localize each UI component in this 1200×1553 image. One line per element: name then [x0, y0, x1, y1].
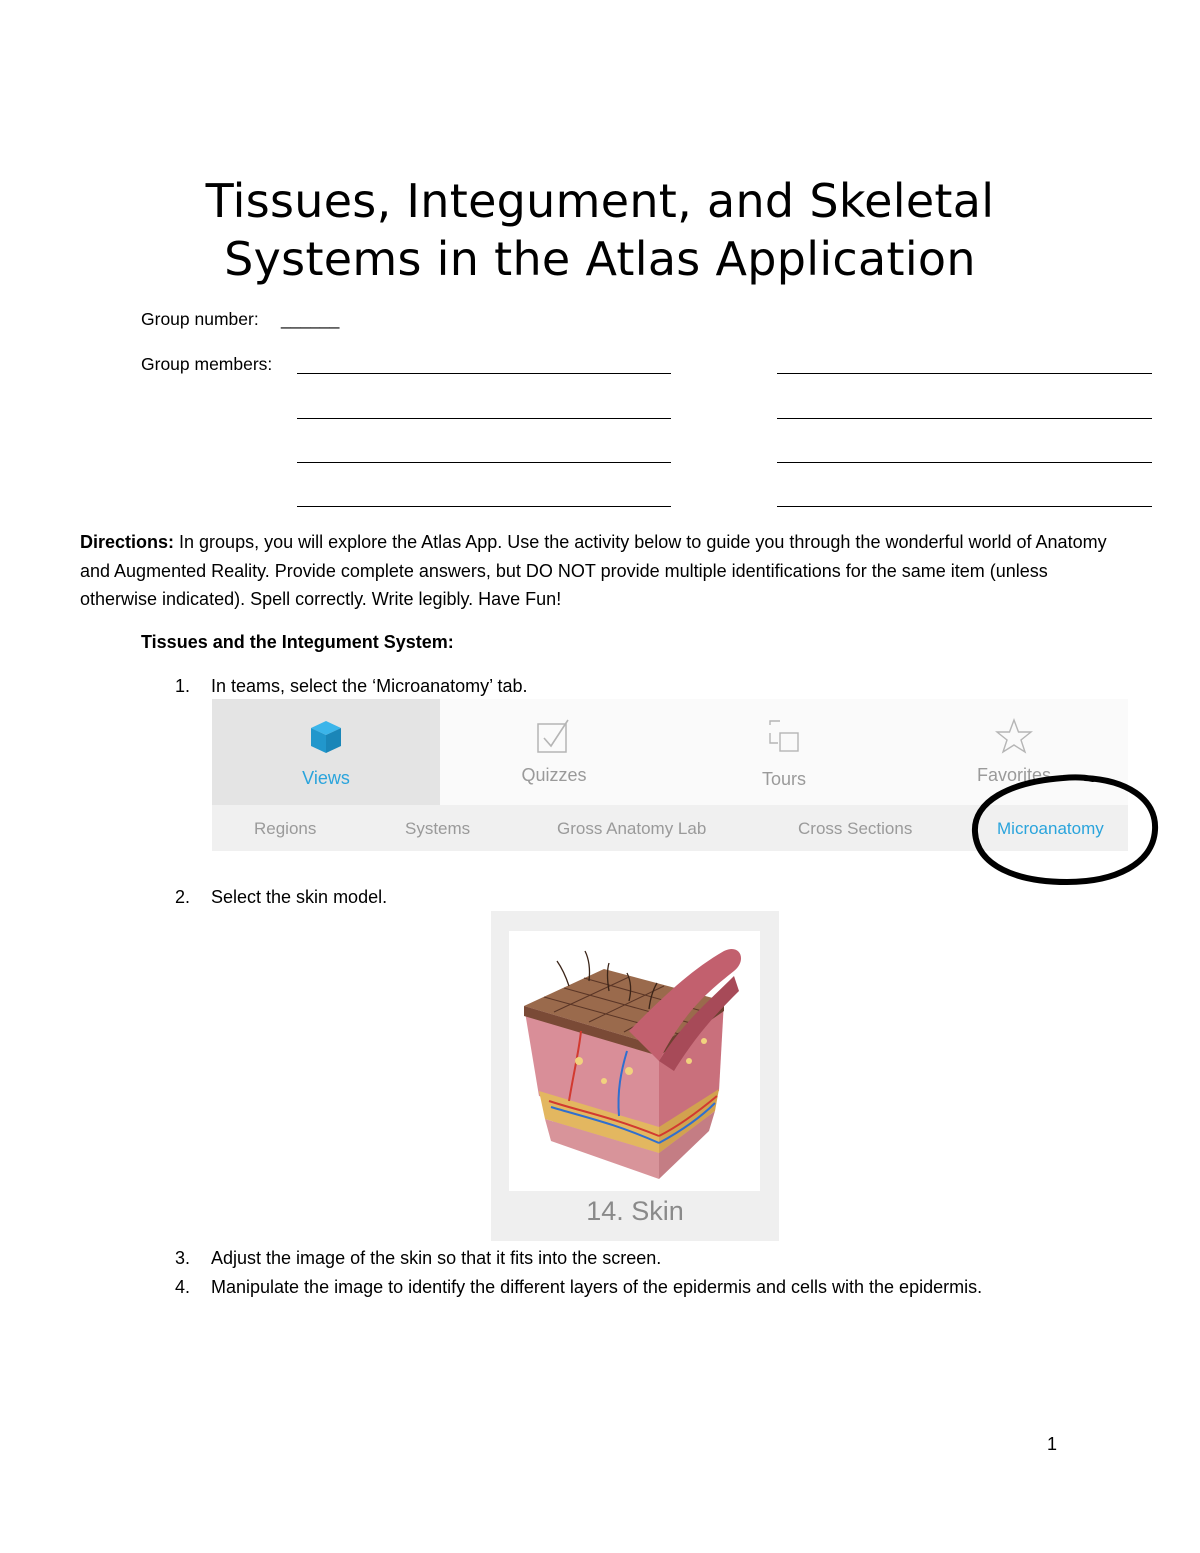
step-text: Adjust the image of the skin so that it fits into the screen.: [211, 1248, 662, 1268]
step-number: 1.: [175, 676, 191, 696]
tab-label: Quizzes: [521, 765, 587, 785]
member-line-4[interactable]: [777, 418, 1152, 419]
page-title-line-2: Systems in the Atlas Application: [224, 232, 976, 286]
step-number: 3.: [175, 1248, 191, 1268]
member-line-7[interactable]: [297, 506, 671, 507]
tab-label: Tours: [761, 769, 806, 789]
subtab-cross-sections[interactable]: Cross Sections: [798, 819, 913, 838]
member-line-1[interactable]: [297, 373, 671, 374]
step-number: 2.: [175, 887, 191, 907]
subtab-systems[interactable]: Systems: [405, 819, 471, 838]
member-line-6[interactable]: [777, 462, 1152, 463]
checkbox-icon: [534, 718, 574, 761]
subtab-gross-anatomy-lab[interactable]: Gross Anatomy Lab: [557, 819, 707, 838]
step-3: [0, 1244, 1200, 1274]
tab-label: Views: [302, 768, 350, 788]
subtab-microanatomy[interactable]: Microanatomy: [997, 819, 1104, 838]
step-4: [0, 1273, 1200, 1333]
skin-cross-section-illustration: [509, 931, 760, 1191]
group-number-blank[interactable]: ______: [281, 309, 340, 329]
step-text: Select the skin model.: [211, 887, 388, 907]
directions-text: In groups, you will explore the Atlas App. Use the activity below to guide you through the wonderful world of Anatomy and Augmented Reality. Provide complete answers, but DO NOT provide multiple identifications for the same item (unless otherwise indicated). Spell correctly. Write legibly. Have Fun!: [80, 532, 1107, 609]
step-text: Manipulate the image to identify the different layers of the epidermis and cells with the epidermis.: [211, 1277, 983, 1297]
step-2: [0, 883, 1200, 913]
page-title-line-1: Tissues, Integument, and Skeletal: [205, 174, 995, 228]
skin-model-card[interactable]: [491, 911, 779, 1241]
skin-card-label: 14. Skin: [586, 1196, 684, 1226]
member-line-2[interactable]: [777, 373, 1152, 374]
subtab-regions[interactable]: Regions: [254, 819, 317, 838]
group-members-label: Group members:: [141, 354, 273, 374]
step-1: [0, 672, 1200, 702]
group-number-label: Group number:: [141, 309, 259, 329]
directions-label: Directions:: [80, 532, 175, 552]
page-number: 1: [1047, 1434, 1058, 1454]
member-line-3[interactable]: [297, 418, 671, 419]
tab-label: Favorites: [976, 765, 1052, 785]
directions-paragraph: [80, 528, 1125, 614]
highlight-circle-annotation: [965, 768, 1165, 890]
layers-icon: [766, 719, 802, 762]
tab-tours[interactable]: [668, 699, 900, 805]
member-line-5[interactable]: [297, 462, 671, 463]
member-line-8[interactable]: [777, 506, 1152, 507]
cube-icon: [309, 719, 343, 760]
star-icon: [994, 717, 1034, 760]
section-heading: Tissues and the Integument System:: [141, 632, 454, 652]
tab-views[interactable]: [212, 699, 440, 805]
tab-quizzes[interactable]: [440, 699, 668, 805]
step-text: In teams, select the ‘Microanatomy’ tab.: [211, 676, 528, 696]
skin-model-thumbnail: [509, 931, 760, 1191]
step-number: 4.: [175, 1277, 191, 1297]
